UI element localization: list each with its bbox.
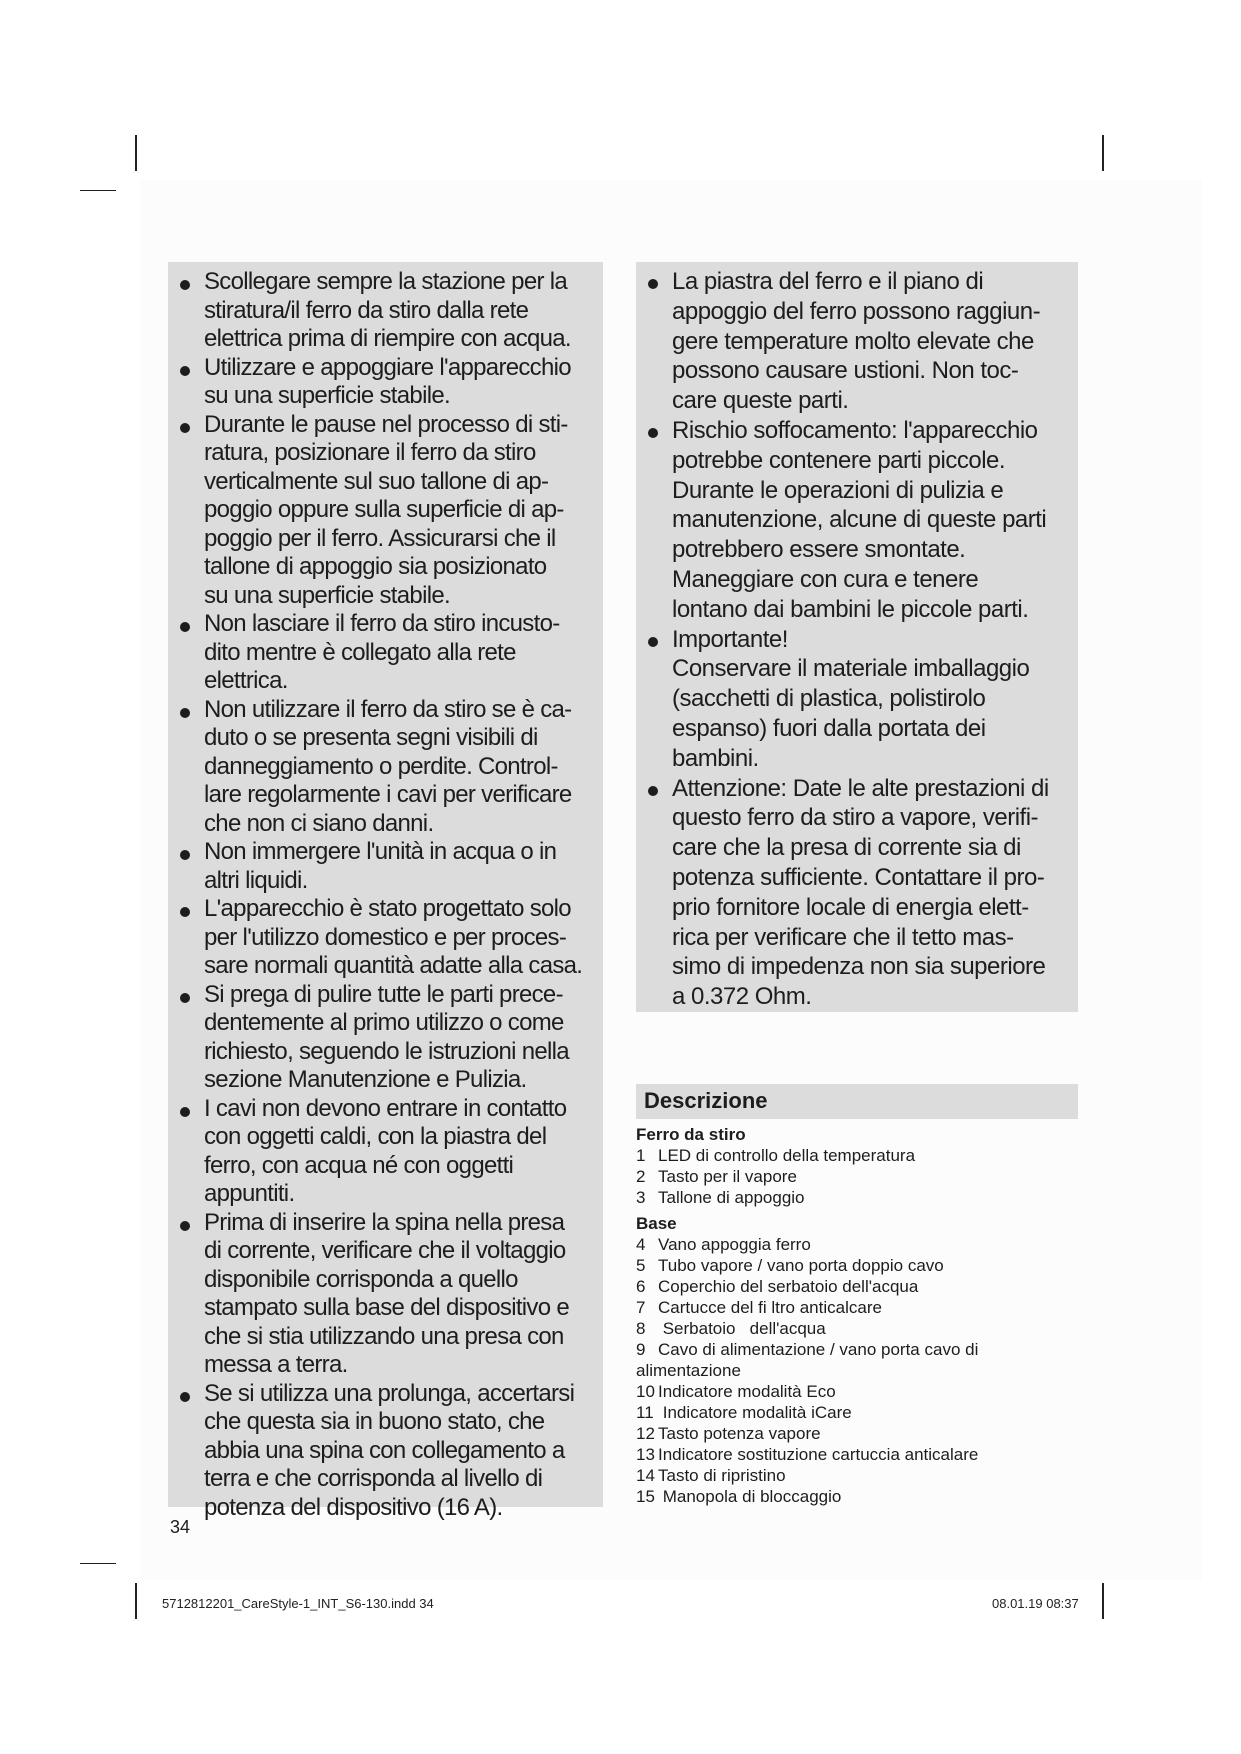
bullet-line: Durante le pause nel processo di sti- (204, 410, 568, 438)
part-item (636, 1465, 1076, 1486)
part-number: 15 (636, 1487, 655, 1506)
base-title: Base (636, 1214, 677, 1233)
crop-mark (1102, 1583, 1104, 1619)
part-number: 7 (636, 1298, 646, 1317)
bullet-line: poggio oppure sulla superficie di ap- (204, 496, 564, 523)
crop-mark (80, 1563, 116, 1564)
safety-list-right (644, 267, 1049, 1012)
bullet-line: che si stia utilizzando una presa con (204, 1322, 564, 1350)
ferro-parts-list (636, 1145, 1076, 1208)
part-label: Indicatore sostituzione cartuccia anticalare (658, 1445, 979, 1464)
part-item (636, 1234, 1076, 1255)
bullet-line: gere temperature molto elevate che (672, 327, 1034, 355)
part-label: Indicatore modalità iCare (658, 1403, 852, 1422)
bullet-line: Si prega di pulire tutte le parti prece- (204, 980, 563, 1008)
bullet-line: stiratura/il ferro da stiro dalla rete (204, 296, 529, 324)
part-number: 10 (636, 1382, 655, 1401)
bullet-line: danneggiamento o perdite. Control- (204, 752, 558, 780)
part-item (636, 1187, 1076, 1208)
part-number: 4 (636, 1235, 646, 1254)
part-label: Tubo vapore / vano porta doppio cavo (658, 1256, 944, 1275)
bullet-line: stampato sulla base del dispositivo e (204, 1294, 569, 1321)
crop-mark (1102, 135, 1104, 171)
bullet-line: simo di impedenza non sia superiore (672, 953, 1046, 981)
bullet-line: elettrica. (204, 667, 288, 694)
part-number: 1 (636, 1146, 646, 1165)
safety-bullet (176, 838, 582, 895)
desc-ferro (636, 1124, 1076, 1208)
safety-bullet (176, 981, 582, 1095)
part-label: Indicatore modalità Eco (658, 1382, 836, 1401)
bullet-line: care queste parti. (672, 387, 849, 415)
bullet-line: duto o se presenta segni visibili di (204, 724, 538, 751)
safety-bullet (176, 1209, 582, 1380)
bullet-line: Attenzione: Date le alte prestazioni di (672, 774, 1049, 802)
safety-bullet (644, 625, 1049, 774)
safety-bullet (176, 411, 582, 611)
safety-bullet (176, 1095, 582, 1209)
part-label: Tasto potenza vapore (658, 1424, 821, 1443)
bullet-line: I cavi non devono entrare in contatto (204, 1094, 567, 1122)
part-item (636, 1486, 1076, 1507)
part-item (636, 1402, 1076, 1423)
part-item (636, 1423, 1076, 1444)
safety-bullet (176, 610, 582, 696)
part-item (636, 1276, 1076, 1297)
bullet-line: Importante! (672, 625, 788, 653)
part-number: 2 (636, 1167, 646, 1186)
bullet-line: Conservare il materiale imballaggio (672, 655, 1030, 683)
bullet-line: prio fornitore locale di energia elett- (672, 893, 1029, 921)
safety-bullet (176, 696, 582, 839)
part-label: Coperchio del serbatoio dell'acqua (658, 1277, 919, 1296)
section-header-descrizione (636, 1084, 1078, 1119)
bullet-line: tallone di appoggio sia posizionato (204, 553, 547, 580)
part-item (636, 1297, 1076, 1318)
bullet-line: care che la presa di corrente sia di (672, 834, 1021, 862)
part-label: Manopola di bloccaggio (658, 1487, 842, 1506)
part-number: 13 (636, 1445, 655, 1464)
part-number: 9 (636, 1340, 646, 1359)
safety-bullet (176, 354, 582, 411)
part-label: Tasto per il vapore (658, 1167, 797, 1186)
safety-bullet (644, 416, 1049, 625)
bullet-line: che questa sia in buono stato, che (204, 1408, 545, 1435)
bullet-line: Non immergere l'unità in acqua o in (204, 838, 557, 865)
bullet-line: dito mentre è collegato alla rete (204, 638, 516, 666)
safety-box-left (168, 262, 603, 1521)
part-label: Vano appoggia ferro (658, 1235, 811, 1254)
base-parts-list (636, 1234, 1076, 1507)
part-number: 6 (636, 1277, 646, 1296)
bullet-line: su una superficie stabile. (204, 382, 450, 409)
bullet-line: potenza del dispositivo (16 A). (204, 1493, 503, 1521)
bullet-line: Maneggiare con cura e tenere (672, 565, 979, 593)
bullet-line: questo ferro da stiro a vapore, verifi- (672, 804, 1039, 832)
safety-box-right (636, 262, 1078, 1012)
part-label: Cartucce del fi ltro anticalcare (658, 1298, 882, 1317)
part-number: 8 (636, 1319, 646, 1338)
crop-mark (135, 135, 137, 171)
part-label: LED di controllo della temperatura (658, 1146, 916, 1165)
crop-mark (80, 190, 116, 191)
part-item (636, 1339, 1076, 1360)
part-number: 3 (636, 1188, 646, 1207)
bullet-line: Utilizzare e appoggiare l'apparecchio (204, 353, 571, 381)
safety-list-left (176, 268, 582, 1522)
part-item (636, 1444, 1076, 1465)
bullet-line: sare normali quantità adatte alla casa. (204, 952, 583, 979)
footer-date: 08.01.19 08:37 (992, 1596, 1079, 1611)
part-label: Tallone di appoggio (658, 1188, 805, 1207)
bullet-line: dentemente al primo utilizzo o come (204, 1009, 564, 1036)
bullet-line: con oggetti caldi, con la piastra del (204, 1123, 547, 1150)
bullet-line: (sacchetti di plastica, polistirolo (672, 685, 986, 713)
part-item (636, 1145, 1076, 1166)
bullet-line: La piastra del ferro e il piano di (672, 268, 984, 295)
bullet-line: poggio per il ferro. Assicurarsi che il (204, 524, 556, 552)
bullet-line: a 0.372 Ohm. (672, 983, 812, 1011)
bullet-line: bambini. (672, 744, 759, 772)
crop-mark (135, 1583, 137, 1619)
part-item (636, 1166, 1076, 1187)
bullet-line: messa a terra. (204, 1351, 348, 1378)
bullet-line: elettrica prima di riempire con acqua. (204, 325, 571, 352)
bullet-line: verticalmente sul suo tallone di ap- (204, 467, 549, 495)
bullet-line: di corrente, verificare che il voltaggio (204, 1237, 566, 1264)
part-label: Serbatoio dell'acqua (658, 1319, 826, 1338)
safety-bullet (176, 1380, 582, 1523)
part-item (636, 1318, 1076, 1339)
bullet-line: Prima di inserire la spina nella presa (204, 1208, 565, 1236)
bullet-line: Scollegare sempre la stazione per la (204, 268, 568, 295)
bullet-line: richiesto, seguendo le istruzioni nella (204, 1037, 569, 1065)
bullet-line: sezione Manutenzione e Pulizia. (204, 1066, 527, 1093)
part-label: Cavo di alimentazione / vano porta cavo di (658, 1340, 979, 1359)
part-label-continued: alimentazione (636, 1361, 741, 1380)
bullet-line: espanso) fuori dalla portata dei (672, 714, 986, 742)
part-item (636, 1255, 1076, 1276)
footer-file: 5712812201_CareStyle-1_INT_S6-130.indd 34 (162, 1596, 434, 1611)
bullet-line: possono causare ustioni. Non toc- (672, 357, 1019, 385)
bullet-line: appuntiti. (204, 1180, 295, 1207)
bullet-line: su una superficie stabile. (204, 581, 450, 609)
section-title: Descrizione (644, 1088, 768, 1113)
bullet-line: terra e che corrisponda al livello di (204, 1465, 543, 1492)
bullet-line: potrebbero essere smontate. (672, 536, 966, 564)
bullet-line: disponibile corrisponda a quello (204, 1265, 518, 1293)
safety-bullet (644, 774, 1049, 1012)
bullet-line: altri liquidi. (204, 866, 308, 894)
part-number: 14 (636, 1466, 655, 1485)
bullet-line: potenza sufficiente. Contattare il pro- (672, 863, 1045, 891)
bullet-line: Non utilizzare il ferro da stiro se è ca- (204, 695, 572, 723)
bullet-line: lontano dai bambini le piccole parti. (672, 595, 1029, 623)
bullet-line: ferro, con acqua né con oggetti (204, 1151, 514, 1179)
bullet-line: Non lasciare il ferro da stiro incusto- (204, 610, 560, 637)
part-number: 11 (636, 1403, 654, 1422)
page-number: 34 (170, 1517, 191, 1537)
safety-bullet (644, 267, 1049, 416)
bullet-line: L'apparecchio è stato progettato solo (204, 895, 571, 922)
safety-bullet (176, 895, 582, 981)
bullet-line: Durante le operazioni di pulizia e (672, 476, 1004, 504)
part-number: 12 (636, 1424, 655, 1443)
bullet-line: per l'utilizzo domestico e per proces- (204, 923, 567, 951)
safety-bullet (176, 268, 582, 354)
ferro-title: Ferro da stiro (636, 1125, 746, 1144)
bullet-line: manutenzione, alcune di queste parti (672, 506, 1047, 534)
bullet-line: ratura, posizionare il ferro da stiro (204, 439, 536, 466)
part-label: Tasto di ripristino (658, 1466, 786, 1485)
desc-base (636, 1213, 1076, 1507)
bullet-line: Rischio soffocamento: l'apparecchio (672, 416, 1038, 444)
bullet-line: che non ci siano danni. (204, 809, 434, 837)
part-item (636, 1381, 1076, 1402)
bullet-line: Se si utilizza una prolunga, accertarsi (204, 1379, 575, 1407)
bullet-line: appoggio del ferro possono raggiun- (672, 297, 1041, 325)
bullet-line: rica per verificare che il tetto mas- (672, 923, 1014, 951)
bullet-line: lare regolarmente i cavi per verificare (204, 781, 572, 808)
bullet-line: potrebbe contenere parti piccole. (672, 446, 1006, 474)
part-number: 5 (636, 1256, 646, 1275)
bullet-line: abbia una spina con collegamento a (204, 1436, 565, 1464)
